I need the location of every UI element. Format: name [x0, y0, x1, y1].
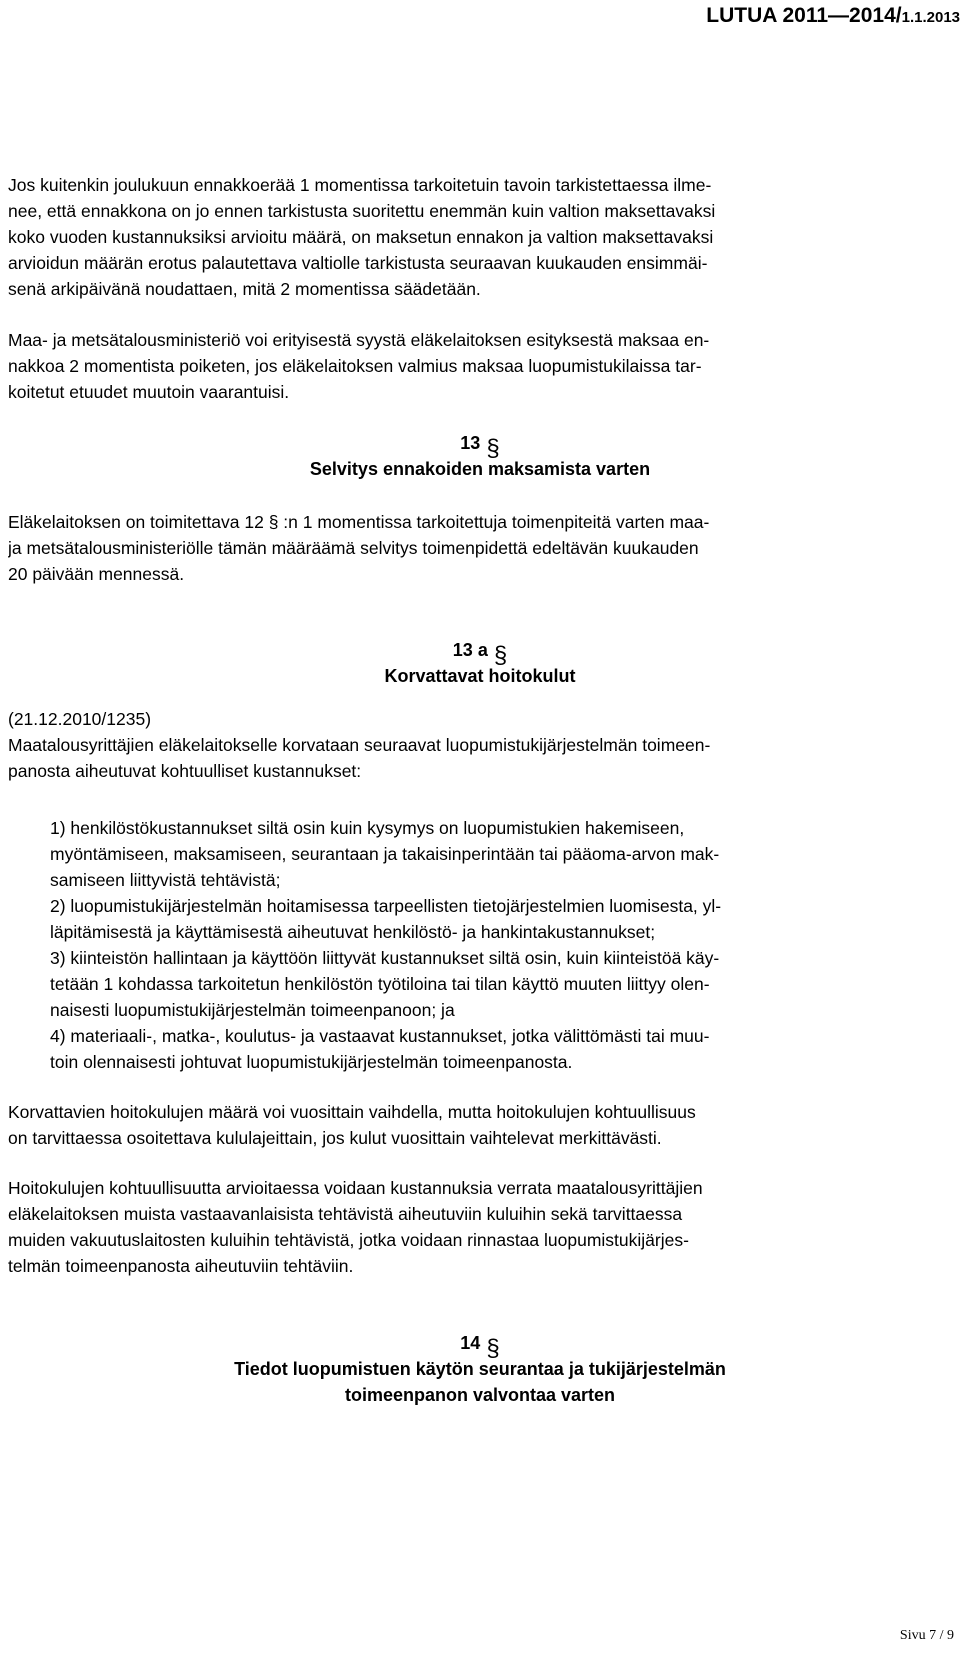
paragraph-1-line-5: senä arkipäivänä noudattaen, mitä 2 momentissa säädetään.	[8, 279, 481, 299]
paragraph-1-line-2: nee, että ennakkona on jo ennen tarkistusta suoritettu enemmän kuin valtion maksettavaksi	[8, 201, 716, 221]
list-line-2: myöntämiseen, maksamiseen, seurantaan ja takaisinperintään tai pääoma-arvon mak-	[50, 844, 720, 864]
section-14-title-line-2: toimeenpanon valvontaa varten	[344, 1385, 616, 1405]
paragraph-6-line-4: telmän toimeenpanosta aiheutuviin tehtäviin.	[8, 1256, 354, 1276]
page-number: Sivu 7 / 9	[899, 1628, 954, 1643]
list-line-4: 2) luopumistukijärjestelmän hoitamisessa tarpeellisten tietojärjestelmien luomisesta, yl-	[50, 896, 722, 916]
paragraph-6-line-1: Hoitokulujen kohtuullisuutta arvioitaessa voidaan kustannuksia verrata maatalousyrittäjien	[8, 1178, 703, 1198]
list-line-9: 4) materiaali-, matka-, koulutus- ja vastaavat kustannukset, jotka välittömästi tai muu-	[50, 1026, 710, 1046]
section-13a-title: Korvattavat hoitokulut	[384, 666, 576, 686]
list-line-6: 3) kiinteistön hallintaan ja käyttöön liittyvät kustannukset siltä osin, kuin kiinteistöä käy-	[50, 948, 720, 968]
list-line-3: samiseen liittyvistä tehtävistä;	[50, 870, 281, 890]
paragraph-5-line-2: on tarvittaessa osoitettava kululajeittain, jos kulut vuosittain vaihtelevat merkittävästi.	[8, 1128, 662, 1148]
section-14-number-text: 14	[460, 1333, 481, 1353]
list-line-5: läpitämisestä ja käyttämisestä aiheutuvat henkilöstö- ja hankintakustannukset;	[50, 922, 656, 942]
amendment-reference: (21.12.2010/1235)	[8, 709, 152, 729]
section-13-title: Selvitys ennakoiden maksamista varten	[309, 459, 651, 479]
paragraph-1-line-3: koko vuoden kustannuksiksi arvioitu määrä, on maksetun ennakon ja valtion maksettavaksi	[8, 227, 714, 247]
section-13a-number	[0, 637, 960, 669]
paragraph-3-line-2: ja metsätalousministeriölle tämän määräämä selvitys toimenpidettä edeltävän kuukauden	[8, 538, 699, 558]
paragraph-6-line-2: eläkelaitoksen muista vastaavanlaisista tehtävistä aiheutuviin kuluihin sekä tarvittaessa	[8, 1204, 683, 1224]
paragraph-1-line-4: arvioidun määrän erotus palautettava valtiolle tarkistusta seuraavan kuukauden ensimmäi-	[8, 253, 708, 273]
section-13a-number-text: 13 a	[452, 640, 488, 660]
paragraph-2-line-2: nakkoa 2 momentista poiketen, jos eläkelaitoksen valmius maksaa luopumistukilaissa tar-	[8, 356, 702, 376]
paragraph-1-line-1: Jos kuitenkin joulukuun ennakkoerää 1 momentissa tarkoitetuin tavoin tarkistettaessa ilme-	[8, 175, 712, 195]
paragraph-5-line-1: Korvattavien hoitokulujen määrä voi vuosittain vaihdella, mutta hoitokulujen kohtuullisuus	[8, 1102, 696, 1122]
section-14-title-line-1: Tiedot luopumistuen käytön seurantaa ja tukijärjestelmän	[234, 1359, 726, 1379]
section-sign: §	[486, 1335, 500, 1362]
paragraph-2-line-1: Maa- ja metsätalousministeriö voi erityisestä syystä eläkelaitoksen esityksestä maksaa en-	[8, 330, 710, 350]
paragraph-4-line-2: panosta aiheutuvat kohtuulliset kustannukset:	[8, 761, 362, 781]
section-sign: §	[486, 435, 500, 462]
section-13-number-text: 13	[460, 433, 481, 453]
list-line-10: toin olennaisesti johtuvat luopumistukijärjestelmän toimeenpanosta.	[50, 1052, 573, 1072]
document-date: 1.1.2013	[901, 9, 960, 26]
section-13-number	[0, 430, 960, 462]
list-line-8: naisesti luopumistukijärjestelmän toimeenpanoon; ja	[50, 1000, 455, 1020]
document-header	[540, 4, 960, 28]
paragraph-3-line-1: Eläkelaitoksen on toimitettava 12 § :n 1 momentissa tarkoitettuja toimenpiteitä varten maa-	[8, 512, 710, 532]
list-line-1: 1) henkilöstökustannukset siltä osin kuin kysymys on luopumistukien hakemiseen,	[50, 818, 685, 838]
document-code: LUTUA 2011—2014/	[706, 4, 902, 27]
paragraph-3-line-3: 20 päivään mennessä.	[8, 564, 185, 584]
paragraph-2-line-3: koitetut etuudet muutoin vaarantuisi.	[8, 382, 290, 402]
section-sign: §	[493, 642, 508, 669]
paragraph-4-line-1: Maatalousyrittäjien eläkelaitokselle korvataan seuraavat luopumistukijärjestelmän toimeen-	[8, 735, 711, 755]
list-line-7: tetään 1 kohdassa tarkoitetun henkilöstön työtiloina tai tilan käyttö muuten liittyy olen-	[50, 974, 710, 994]
section-14-number	[0, 1330, 960, 1362]
paragraph-6-line-3: muiden vakuutuslaitosten kuluihin tehtävistä, jotka voidaan rinnastaa luopumistukijärjes-	[8, 1230, 689, 1250]
